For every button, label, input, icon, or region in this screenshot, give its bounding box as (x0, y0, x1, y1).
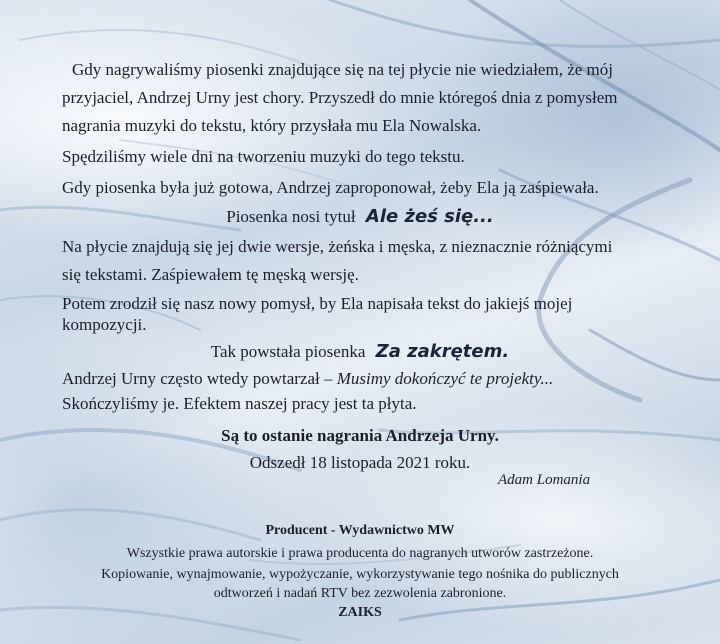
producer-credit: Producent - Wydawnictwo MW (265, 523, 455, 538)
closing-statement: Są to ostanie nagrania Andrzeja Urny. (221, 426, 499, 445)
paragraph-line: Gdy piosenka była już gotowa, Andrzej zaproponował, żeby Ela ją zaśpiewała. (62, 178, 599, 197)
song-title-prefix: Piosenka nosi tytuł (226, 207, 356, 226)
paragraph-line: Gdy nagrywaliśmy piosenki znajdujące się na tej płycie nie wiedziałem, że mój (72, 60, 613, 79)
song-title-line-1 (0, 205, 720, 229)
closing-date: Odszedł 18 listopada 2021 roku. (249, 453, 471, 472)
copy-notice-line: odtworzeń i nadań RTV bez zezwolenia zabronione. (213, 586, 507, 601)
paragraph-line: przyjaciel, Andrzej Urny jest chory. Przyszedł do mnie któregoś dnia z pomysłem (62, 88, 618, 107)
zaiks-label: ZAIKS (338, 605, 382, 620)
song-title: Ale żeś się... (365, 206, 494, 227)
rights-notice: Wszystkie prawa autorskie i prawa producenta do nagranych utworów zastrzeżone. (126, 546, 594, 561)
copy-notice-line: Kopiowanie, wynajmowanie, wypożyczanie, wykorzystywanie tego nośnika do publicznych (101, 567, 619, 582)
paragraph-line: kompozycji. (62, 315, 147, 334)
signature: Adam Lomania (498, 472, 591, 488)
song-title: Za zakrętem. (375, 341, 510, 362)
song-title-line-2 (0, 340, 720, 364)
paragraph-line: Potem zrodził się nasz nowy pomysł, by Ela napisała tekst do jakiejś mojej (62, 294, 573, 313)
song-title-prefix: Tak powstała piosenka (210, 342, 366, 361)
quote-text: Musimy dokończyć te projekty... (336, 369, 554, 388)
quote-line (62, 367, 553, 391)
paragraph-line: Na płycie znajdują się jej dwie wersje, żeńska i męska, z nieznacznie różniącymi (62, 237, 613, 256)
paragraph-line: się tekstami. Zaśpiewałem tę męską wersję. (62, 265, 359, 284)
quote-prefix: Andrzej Urny często wtedy powtarzał – (62, 369, 333, 388)
paragraph-line: Skończyliśmy je. Efektem naszej pracy jest ta płyta. (62, 394, 417, 413)
paragraph-line: Spędziliśmy wiele dni na tworzeniu muzyki do tego tekstu. (62, 147, 465, 166)
paragraph-line: nagrania muzyki do tekstu, który przysłała mu Ela Nowalska. (62, 116, 482, 135)
